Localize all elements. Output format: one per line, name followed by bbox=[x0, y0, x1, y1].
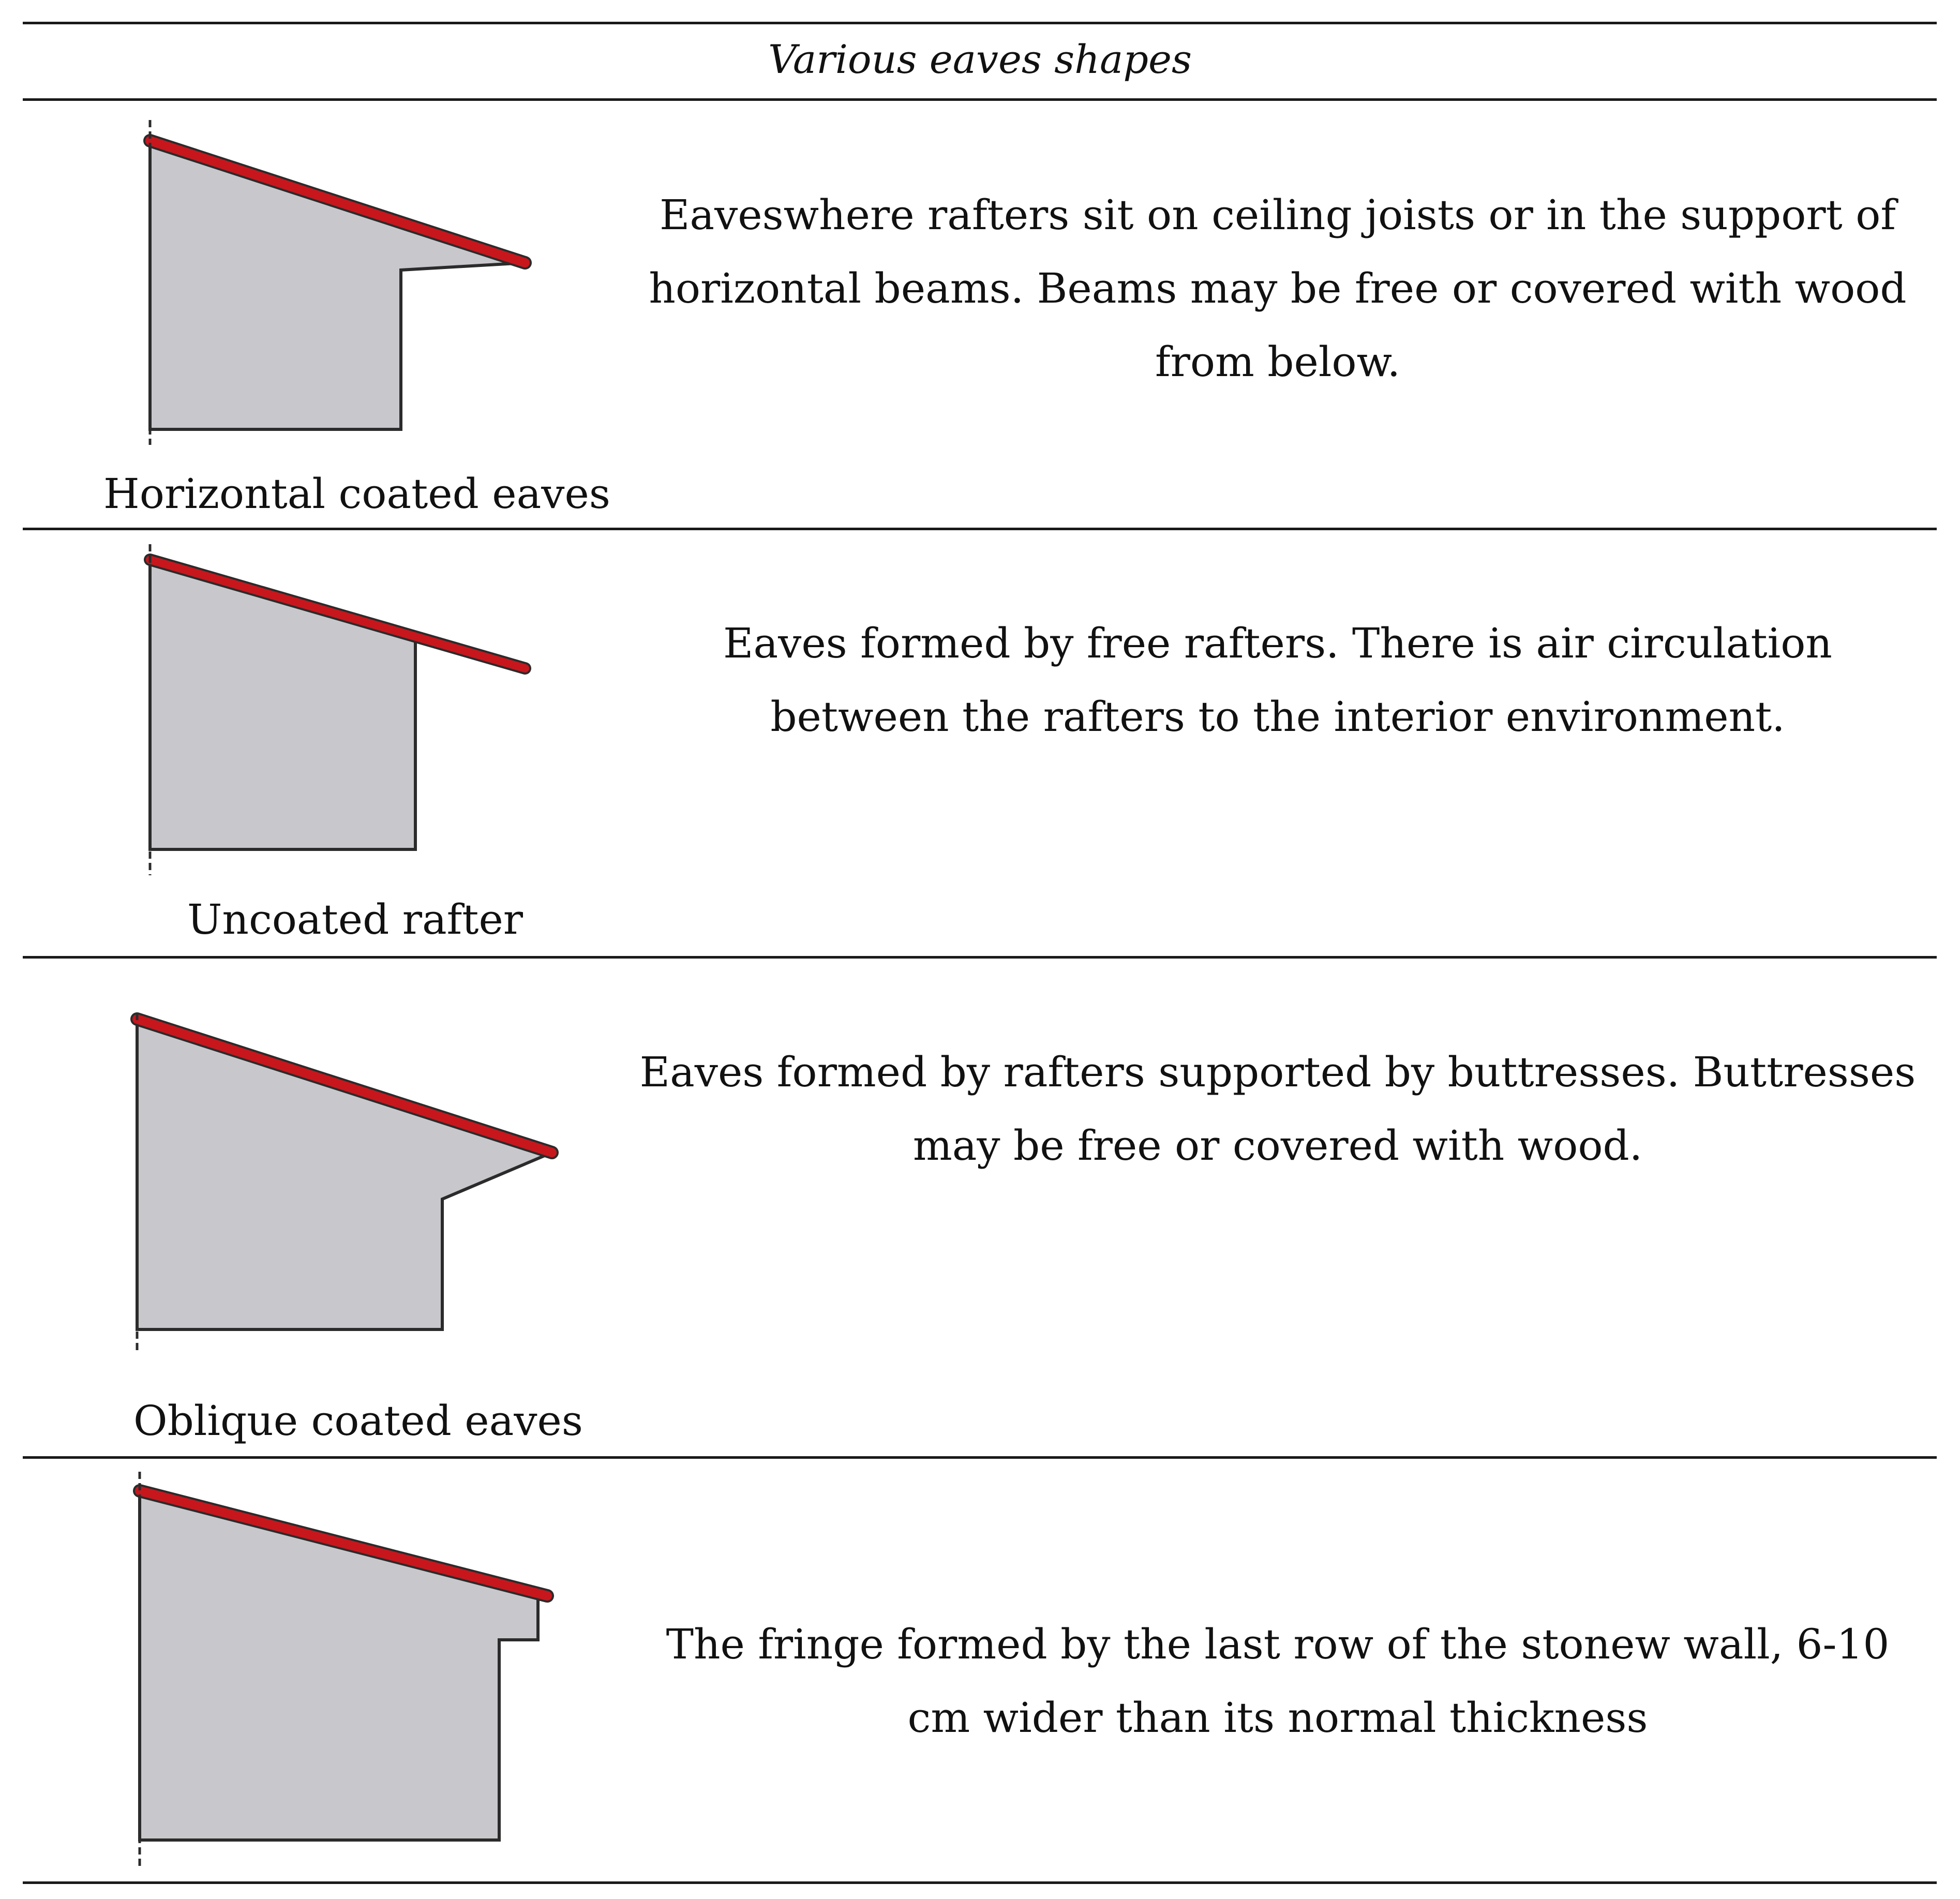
table-caption: Various eaves shapes bbox=[768, 36, 1192, 82]
horizontal-coated-eaves-diagram bbox=[0, 0, 621, 528]
row-label: Uncoated rafter bbox=[187, 895, 523, 944]
oblique-coated-eaves-diagram bbox=[0, 956, 621, 1456]
row-description: Eaves formed by free rafters. There is air circulation between the rafters to the interior environment. bbox=[723, 619, 1832, 741]
uncoated-rafter-diagram bbox=[0, 528, 621, 956]
row-description: The fringe formed by the last row of the stonew wall, 6-10 cm wider than its normal thickness bbox=[666, 1620, 1890, 1742]
wall-section bbox=[150, 141, 525, 429]
row-label: Oblique coated eaves bbox=[133, 1397, 583, 1445]
row-description: Eaveswhere rafters sit on ceiling joists or in the support of horizontal beams. Beams may be free or covered with wood from below. bbox=[649, 191, 1907, 386]
row-description: Eaves formed by rafters supported by buttresses. Buttresses may be free or covered with wood. bbox=[639, 1048, 1916, 1170]
table-bottom-rule bbox=[23, 1881, 1937, 1884]
stone-wall-fringe-diagram bbox=[0, 1456, 621, 1881]
row-label: Horizontal coated eaves bbox=[103, 470, 610, 518]
wall-section bbox=[137, 1019, 552, 1329]
